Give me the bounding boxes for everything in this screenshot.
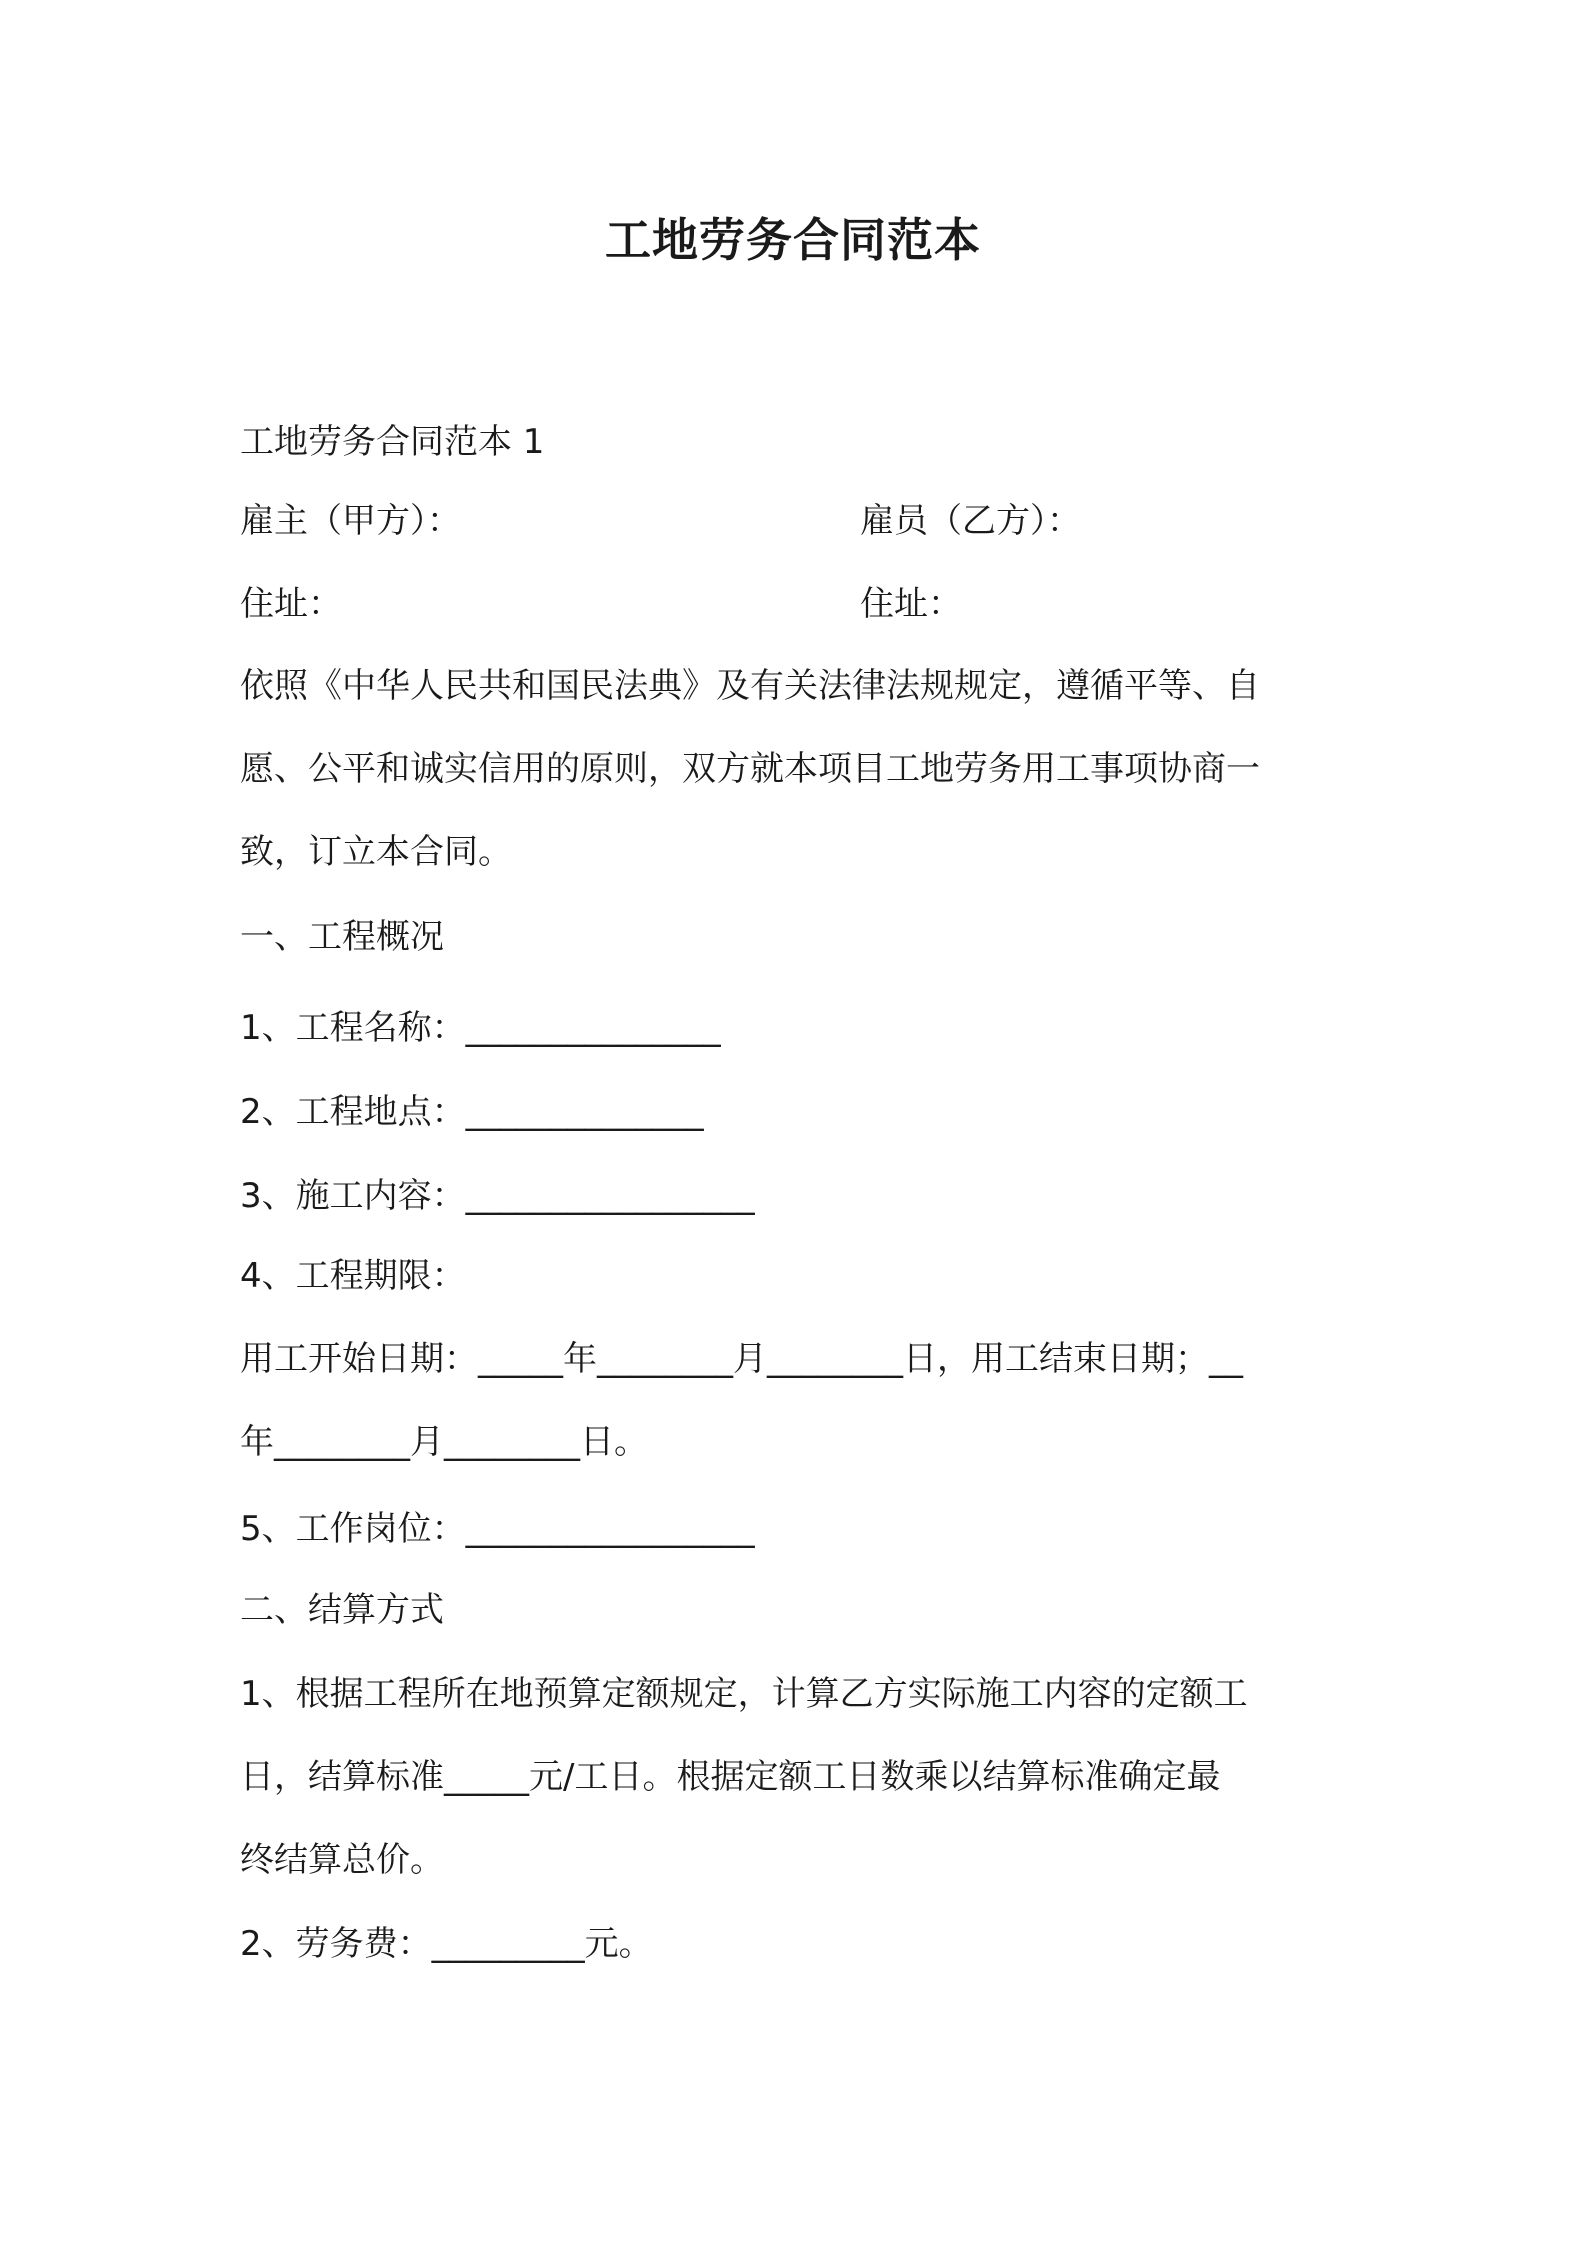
intro-paragraph-line: 致，订立本合同。 [240,832,512,872]
project-name-field: 1、工程名称：_______________ [240,1008,721,1048]
employment-dates-line: 年________月________日。 [240,1422,648,1462]
settlement-paragraph-line: 终结算总价。 [240,1840,444,1880]
intro-paragraph-line: 愿、公平和诚实信用的原则，双方就本项目工地劳务用工事项协商一 [240,749,1260,789]
job-position-field: 5、工作岗位：_________________ [240,1509,755,1549]
contract-subtitle: 工地劳务合同范本 1 [240,422,545,462]
section-heading-settlement: 二、结算方式 [240,1590,444,1630]
settlement-paragraph-line: 1、根据工程所在地预算定额规定，计算乙方实际施工内容的定额工 [240,1674,1248,1714]
labor-fee-field: 2、劳务费：_________元。 [240,1924,653,1964]
work-content-field: 3、施工内容：_________________ [240,1176,755,1216]
employer-label: 雇主（甲方）： [240,501,461,541]
employee-address-label: 住址： [860,584,962,624]
section-heading-project: 一、工程概况 [240,917,444,957]
settlement-paragraph-line: 日，结算标准_____元/工日。根据定额工日数乘以结算标准确定最 [240,1757,1221,1797]
document-title: 工地劳务合同范本 [605,213,981,267]
intro-paragraph-line: 依照《中华人民共和国民法典》及有关法律法规规定，遵循平等、自 [240,666,1260,706]
employee-label: 雇员（乙方）： [860,501,1081,541]
employer-address-label: 住址： [240,584,342,624]
address-row [240,580,1360,628]
employment-dates-line: 用工开始日期：_____年________月________日，用工结束日期；__ [240,1339,1243,1379]
parties-row [240,497,1360,545]
project-period-label: 4、工程期限： [240,1256,466,1296]
project-location-field: 2、工程地点：______________ [240,1092,704,1132]
